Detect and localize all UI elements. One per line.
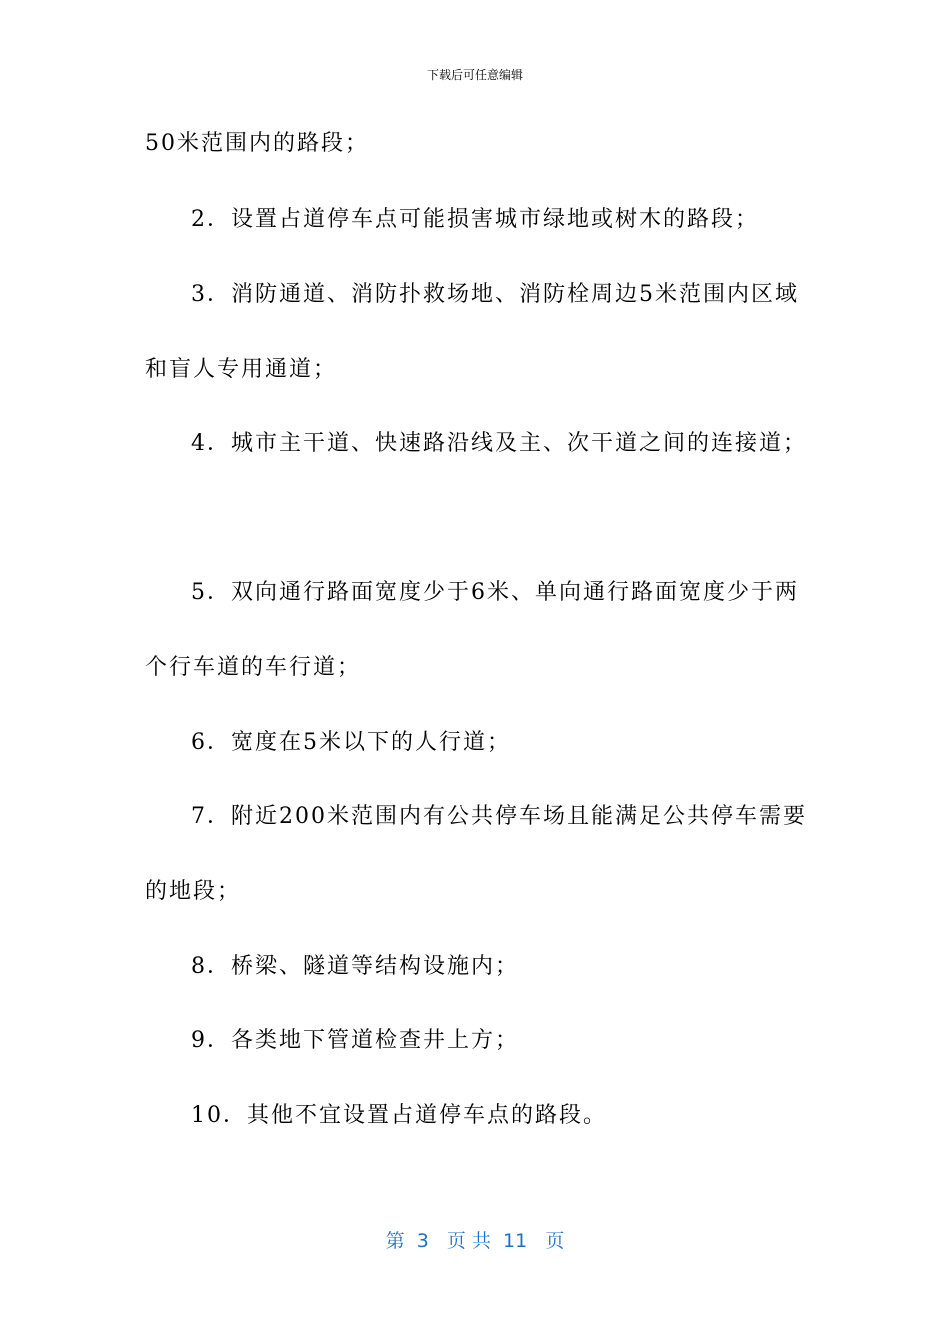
text-line: 9．各类地下管道检查井上方； — [191, 1028, 519, 1053]
text-line: 个行车道的车行道； — [145, 655, 362, 680]
text-line: 的地段； — [145, 879, 242, 904]
text-line: 4．城市主干道、快速路沿线及主、次干道之间的连接道； — [191, 431, 807, 456]
text-line: 5．双向通行路面宽度少于6米、单向通行路面宽度少于两 — [191, 580, 799, 605]
header-note: 下载后可任意编辑 — [426, 68, 523, 82]
text-line: 8．桥梁、隧道等结构设施内； — [191, 954, 519, 979]
text-line: 10．其他不宜设置占道停车点的路段。 — [191, 1103, 607, 1128]
text-line: 3．消防通道、消防扑救场地、消防栓周边5米范围内区域 — [191, 282, 799, 307]
text-line: 7．附近200米范围内有公共停车场且能满足公共停车需要 — [191, 804, 807, 829]
text-line: 和盲人专用通道； — [145, 357, 338, 382]
text-line: 50米范围内的路段； — [145, 131, 369, 156]
page-number-footer: 第 3 页 共 11 页 — [385, 1230, 565, 1252]
text-line: 6．宽度在5米以下的人行道； — [191, 730, 511, 755]
text-line: 2．设置占道停车点可能损害城市绿地或树木的路段； — [191, 207, 759, 232]
